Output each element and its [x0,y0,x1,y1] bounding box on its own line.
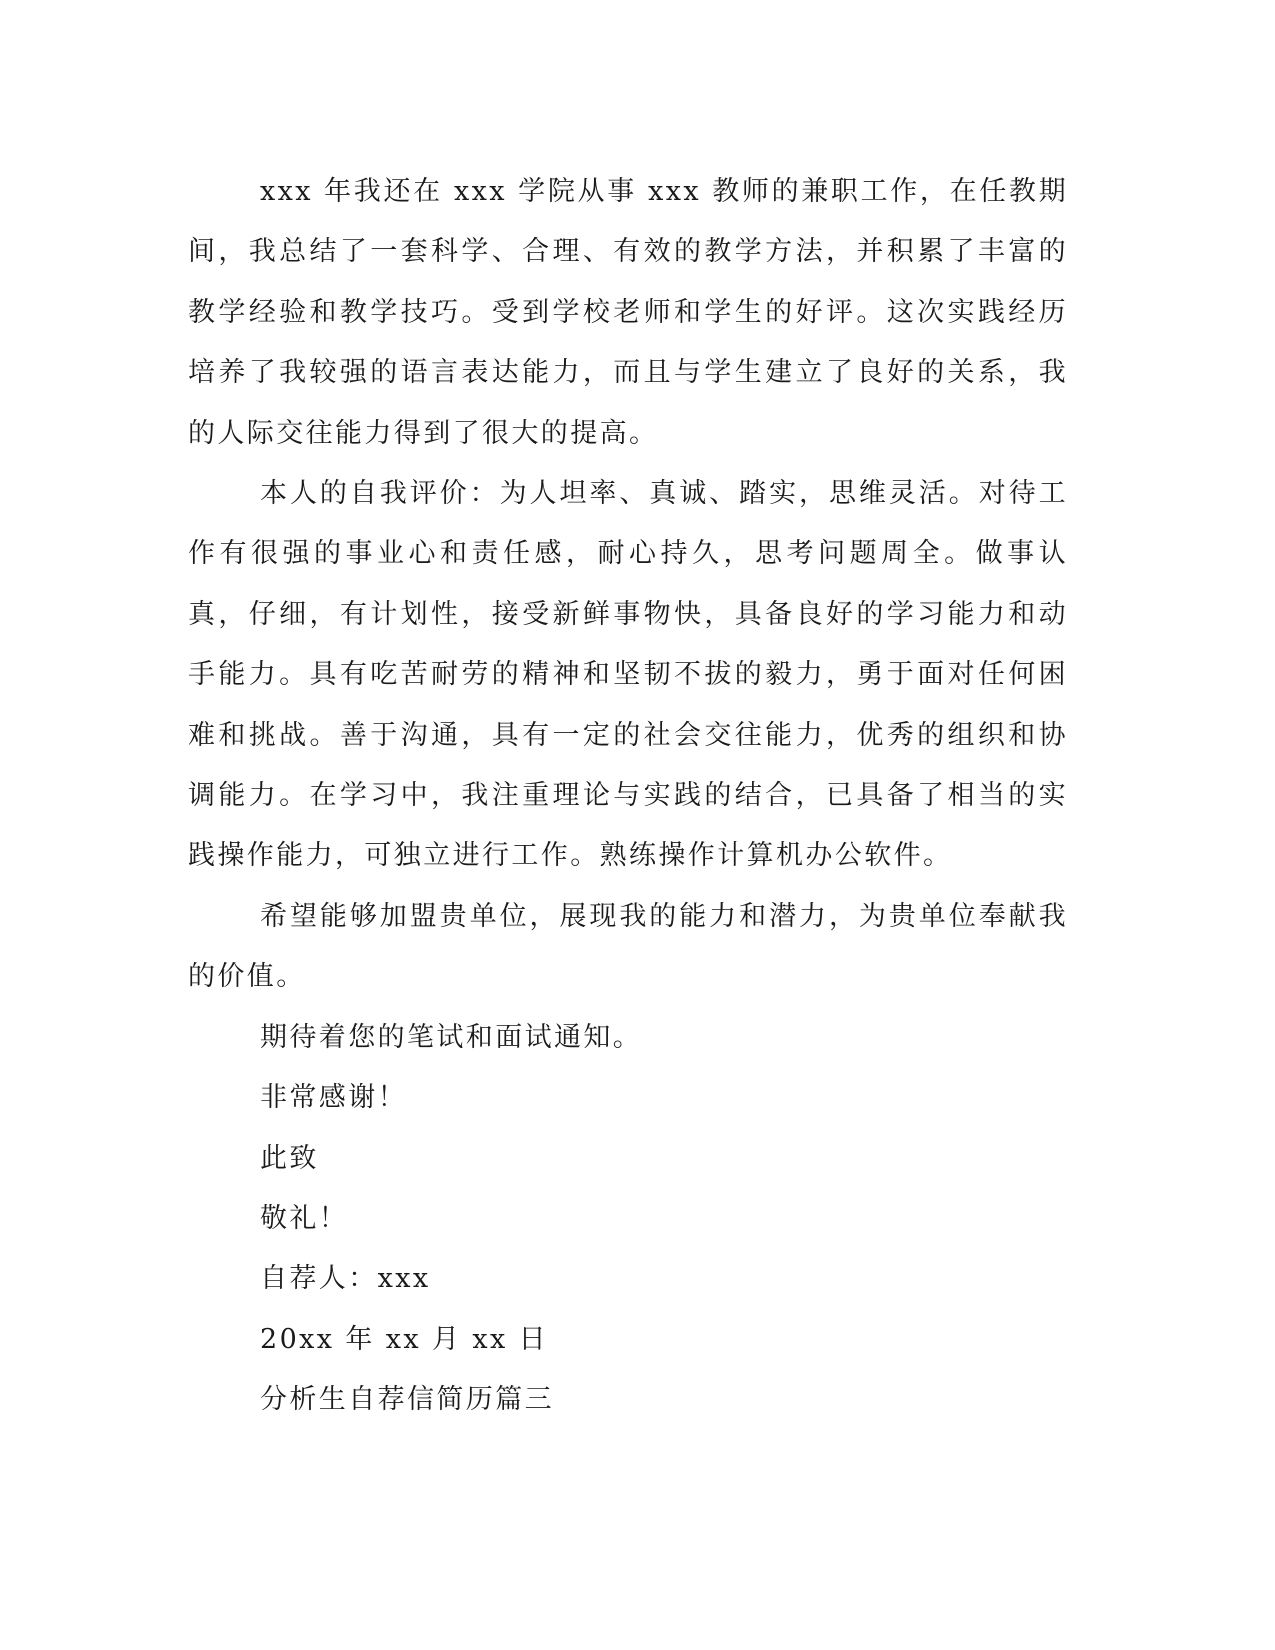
paragraph-self-evaluation: 本人的自我评价：为人坦率、真诚、踏实，思维灵活。对待工作有很强的事业心和责任感，耐心持久，思考问题周全。做事认真，仔细，有计划性，接受新鲜事物快，具备良好的学习能力和动手能力。具有吃苦耐劳的精神和坚韧不拔的毅力，勇于面对任何困难和挑战。善于沟通，具有一定的社会交往能力，优秀的组织和协调能力。在学习中，我注重理论与实践的结合，已具备了相当的实践操作能力，可独立进行工作。熟练操作计算机办公软件。 [188,478,1068,872]
paragraph-thanks: 非常感谢！ [260,1082,407,1114]
closing-salutation-1: 此致 [260,1142,319,1174]
closing-salutation-2: 敬礼！ [260,1202,349,1234]
signature-line: 自荐人：xxx [260,1263,431,1295]
paragraph-expectation: 期待着您的笔试和面试通知。 [260,1021,643,1053]
paragraph-hope: 希望能够加盟贵单位，展现我的能力和潜力，为贵单位奉献我的价值。 [188,900,1068,993]
letter-body [188,162,1068,1431]
next-section-title: 分析生自荐信简历篇三 [260,1384,554,1416]
paragraph-teaching-experience: xxx 年我还在 xxx 学院从事 xxx 教师的兼职工作，在任教期间，我总结了一套科学、合理、有效的教学方法，并积累了丰富的教学经验和教学技巧。受到学校老师和学生的好评。这次实践经历培养了我较强的语言表达能力，而且与学生建立了良好的关系，我的人际交往能力得到了很大的提高。 [188,176,1068,449]
date-line: 20xx 年 xx 月 xx 日 [260,1323,549,1355]
